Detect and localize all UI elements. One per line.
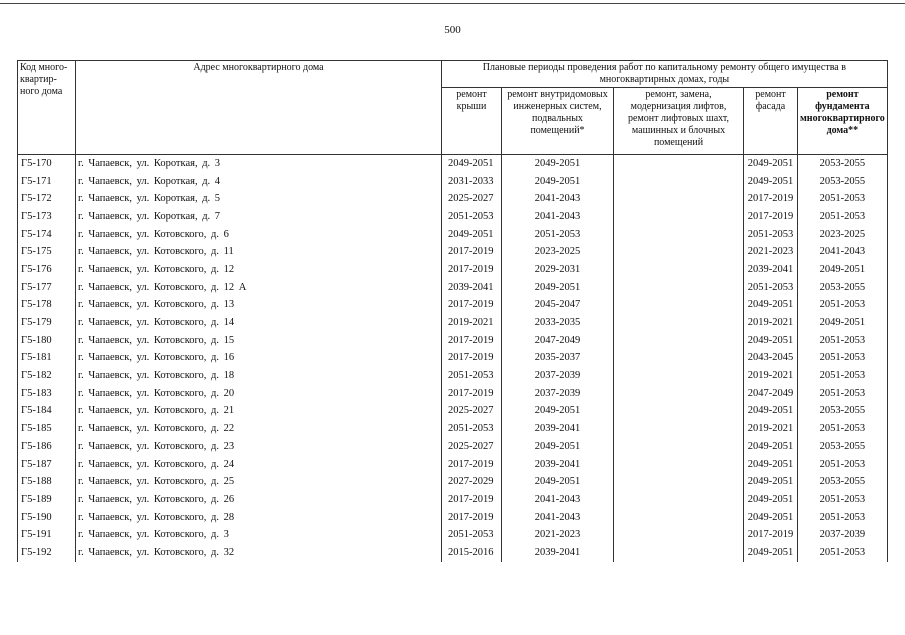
cell-code: Г5-172 xyxy=(18,190,76,208)
cell-facade: 2019-2021 xyxy=(744,314,798,332)
cell-roof: 2051-2053 xyxy=(442,526,502,544)
cell-code: Г5-180 xyxy=(18,332,76,350)
cell-code: Г5-174 xyxy=(18,226,76,244)
cell-roof: 2017-2019 xyxy=(442,509,502,527)
cell-foundation: 2053-2055 xyxy=(798,279,888,297)
cell-foundation: 2053-2055 xyxy=(798,403,888,421)
cell-address: г. Чапаевск, ул. Короткая, д. 4 xyxy=(76,173,442,191)
cell-roof: 2017-2019 xyxy=(442,350,502,368)
cell-foundation: 2051-2053 xyxy=(798,332,888,350)
cell-roof: 2049-2051 xyxy=(442,226,502,244)
cell-lifts xyxy=(614,350,744,368)
cell-foundation: 2051-2053 xyxy=(798,544,888,562)
table-body xyxy=(18,155,888,562)
cell-lifts xyxy=(614,456,744,474)
cell-code: Г5-187 xyxy=(18,456,76,474)
capital-repair-table xyxy=(17,60,888,562)
cell-engineering: 2037-2039 xyxy=(502,367,614,385)
table-row xyxy=(18,420,888,438)
cell-facade: 2039-2041 xyxy=(744,261,798,279)
cell-facade: 2051-2053 xyxy=(744,279,798,297)
cell-address: г. Чапаевск, ул. Котовского, д. 18 xyxy=(76,367,442,385)
table-row xyxy=(18,367,888,385)
cell-engineering: 2033-2035 xyxy=(502,314,614,332)
cell-address: г. Чапаевск, ул. Котовского, д. 16 xyxy=(76,350,442,368)
page-number: 500 xyxy=(444,24,461,36)
cell-facade: 2049-2051 xyxy=(744,491,798,509)
cell-engineering: 2049-2051 xyxy=(502,473,614,491)
cell-lifts xyxy=(614,208,744,226)
cell-roof: 2017-2019 xyxy=(442,456,502,474)
cell-foundation: 2051-2053 xyxy=(798,509,888,527)
cell-address: г. Чапаевск, ул. Котовского, д. 32 xyxy=(76,544,442,562)
cell-lifts xyxy=(614,261,744,279)
table-row xyxy=(18,155,888,173)
cell-lifts xyxy=(614,509,744,527)
cell-engineering: 2049-2051 xyxy=(502,155,614,173)
cell-code: Г5-192 xyxy=(18,544,76,562)
table-row xyxy=(18,243,888,261)
cell-foundation: 2053-2055 xyxy=(798,473,888,491)
cell-foundation: 2051-2053 xyxy=(798,367,888,385)
cell-foundation: 2051-2053 xyxy=(798,456,888,474)
cell-address: г. Чапаевск, ул. Котовского, д. 12 xyxy=(76,261,442,279)
cell-roof: 2017-2019 xyxy=(442,332,502,350)
cell-code: Г5-185 xyxy=(18,420,76,438)
cell-lifts xyxy=(614,403,744,421)
cell-code: Г5-170 xyxy=(18,155,76,173)
cell-code: Г5-176 xyxy=(18,261,76,279)
cell-address: г. Чапаевск, ул. Котовского, д. 12 А xyxy=(76,279,442,297)
cell-engineering: 2041-2043 xyxy=(502,491,614,509)
cell-address: г. Чапаевск, ул. Котовского, д. 14 xyxy=(76,314,442,332)
cell-lifts xyxy=(614,243,744,261)
cell-lifts xyxy=(614,190,744,208)
table-row xyxy=(18,544,888,562)
cell-lifts xyxy=(614,332,744,350)
cell-address: г. Чапаевск, ул. Котовского, д. 11 xyxy=(76,243,442,261)
cell-facade: 2021-2023 xyxy=(744,243,798,261)
table-row xyxy=(18,438,888,456)
table-row xyxy=(18,403,888,421)
cell-address: г. Чапаевск, ул. Котовского, д. 25 xyxy=(76,473,442,491)
cell-code: Г5-171 xyxy=(18,173,76,191)
cell-roof: 2051-2053 xyxy=(442,367,502,385)
header-foundation xyxy=(798,88,888,155)
cell-engineering: 2047-2049 xyxy=(502,332,614,350)
cell-roof: 2025-2027 xyxy=(442,403,502,421)
cell-lifts xyxy=(614,226,744,244)
cell-code: Г5-181 xyxy=(18,350,76,368)
cell-code: Г5-190 xyxy=(18,509,76,527)
cell-roof: 2017-2019 xyxy=(442,243,502,261)
cell-engineering: 2051-2053 xyxy=(502,226,614,244)
table-row xyxy=(18,385,888,403)
cell-foundation: 2051-2053 xyxy=(798,350,888,368)
cell-engineering: 2039-2041 xyxy=(502,456,614,474)
cell-code: Г5-177 xyxy=(18,279,76,297)
table-row xyxy=(18,332,888,350)
cell-address: г. Чапаевск, ул. Котовского, д. 26 xyxy=(76,491,442,509)
cell-roof: 2015-2016 xyxy=(442,544,502,562)
header-engineering: ремонт внутридомовых инженерных систем, подвальных помещений* xyxy=(502,88,614,155)
cell-roof: 2017-2019 xyxy=(442,491,502,509)
cell-lifts xyxy=(614,314,744,332)
cell-foundation: 2051-2053 xyxy=(798,297,888,315)
table-row xyxy=(18,208,888,226)
cell-engineering: 2035-2037 xyxy=(502,350,614,368)
header-lifts: ремонт, замена, модернизация лифтов, ремонт лифтовых шахт, машинных и блочных помещений xyxy=(614,88,744,155)
cell-roof: 2017-2019 xyxy=(442,261,502,279)
cell-foundation: 2049-2051 xyxy=(798,261,888,279)
cell-engineering: 2037-2039 xyxy=(502,385,614,403)
cell-address: г. Чапаевск, ул. Короткая, д. 3 xyxy=(76,155,442,173)
table-row xyxy=(18,173,888,191)
table-row xyxy=(18,491,888,509)
cell-foundation: 2053-2055 xyxy=(798,155,888,173)
cell-facade: 2017-2019 xyxy=(744,526,798,544)
table-header xyxy=(18,61,888,155)
table-row xyxy=(18,350,888,368)
cell-engineering: 2041-2043 xyxy=(502,509,614,527)
cell-lifts xyxy=(614,155,744,173)
cell-roof: 2025-2027 xyxy=(442,190,502,208)
cell-engineering: 2049-2051 xyxy=(502,438,614,456)
header-periods-group: Плановые периоды проведения работ по капитальному ремонту общего имущества в многоквартирных домах, годы xyxy=(442,61,888,88)
cell-address: г. Чапаевск, ул. Котовского, д. 20 xyxy=(76,385,442,403)
cell-engineering: 2045-2047 xyxy=(502,297,614,315)
cell-facade: 2049-2051 xyxy=(744,438,798,456)
cell-roof: 2017-2019 xyxy=(442,297,502,315)
cell-code: Г5-188 xyxy=(18,473,76,491)
cell-roof: 2031-2033 xyxy=(442,173,502,191)
cell-facade: 2049-2051 xyxy=(744,155,798,173)
cell-address: г. Чапаевск, ул. Короткая, д. 5 xyxy=(76,190,442,208)
cell-address: г. Чапаевск, ул. Котовского, д. 13 xyxy=(76,297,442,315)
table-row xyxy=(18,526,888,544)
cell-address: г. Чапаевск, ул. Котовского, д. 22 xyxy=(76,420,442,438)
top-rule xyxy=(0,3,905,4)
cell-lifts xyxy=(614,438,744,456)
cell-foundation: 2053-2055 xyxy=(798,438,888,456)
cell-foundation: 2051-2053 xyxy=(798,208,888,226)
cell-facade: 2043-2045 xyxy=(744,350,798,368)
cell-code: Г5-175 xyxy=(18,243,76,261)
table-row xyxy=(18,456,888,474)
cell-code: Г5-173 xyxy=(18,208,76,226)
cell-facade: 2049-2051 xyxy=(744,509,798,527)
table-row xyxy=(18,314,888,332)
cell-facade: 2049-2051 xyxy=(744,297,798,315)
table-row xyxy=(18,509,888,527)
cell-address: г. Чапаевск, ул. Котовского, д. 3 xyxy=(76,526,442,544)
cell-code: Г5-184 xyxy=(18,403,76,421)
cell-engineering: 2049-2051 xyxy=(502,403,614,421)
cell-address: г. Чапаевск, ул. Котовского, д. 23 xyxy=(76,438,442,456)
header-code: Код много-квартир-ного дома xyxy=(18,61,76,155)
cell-roof: 2027-2029 xyxy=(442,473,502,491)
cell-facade: 2049-2051 xyxy=(744,173,798,191)
header-facade: ремонт фасада xyxy=(744,88,798,155)
cell-foundation: 2051-2053 xyxy=(798,420,888,438)
cell-lifts xyxy=(614,526,744,544)
cell-roof: 2025-2027 xyxy=(442,438,502,456)
cell-foundation: 2023-2025 xyxy=(798,226,888,244)
cell-facade: 2017-2019 xyxy=(744,190,798,208)
cell-code: Г5-178 xyxy=(18,297,76,315)
cell-facade: 2049-2051 xyxy=(744,403,798,421)
cell-roof: 2039-2041 xyxy=(442,279,502,297)
header-foundation-label: ремонт фундамента многоквартирного дома** xyxy=(800,89,885,136)
table-row xyxy=(18,226,888,244)
cell-roof: 2051-2053 xyxy=(442,208,502,226)
cell-code: Г5-189 xyxy=(18,491,76,509)
table-row xyxy=(18,261,888,279)
cell-lifts xyxy=(614,544,744,562)
cell-facade: 2019-2021 xyxy=(744,367,798,385)
cell-code: Г5-191 xyxy=(18,526,76,544)
cell-lifts xyxy=(614,173,744,191)
cell-engineering: 2049-2051 xyxy=(502,173,614,191)
cell-lifts xyxy=(614,385,744,403)
cell-lifts xyxy=(614,420,744,438)
cell-code: Г5-182 xyxy=(18,367,76,385)
cell-facade: 2049-2051 xyxy=(744,473,798,491)
cell-engineering: 2039-2041 xyxy=(502,544,614,562)
cell-facade: 2019-2021 xyxy=(744,420,798,438)
cell-lifts xyxy=(614,491,744,509)
cell-facade: 2049-2051 xyxy=(744,456,798,474)
cell-foundation: 2049-2051 xyxy=(798,314,888,332)
table-row xyxy=(18,279,888,297)
cell-roof: 2049-2051 xyxy=(442,155,502,173)
cell-foundation: 2041-2043 xyxy=(798,243,888,261)
cell-facade: 2047-2049 xyxy=(744,385,798,403)
cell-foundation: 2051-2053 xyxy=(798,190,888,208)
cell-facade: 2049-2051 xyxy=(744,544,798,562)
header-roof: ремонт крыши xyxy=(442,88,502,155)
cell-address: г. Чапаевск, ул. Котовского, д. 24 xyxy=(76,456,442,474)
cell-address: г. Чапаевск, ул. Короткая, д. 7 xyxy=(76,208,442,226)
cell-code: Г5-183 xyxy=(18,385,76,403)
cell-address: г. Чапаевск, ул. Котовского, д. 21 xyxy=(76,403,442,421)
cell-engineering: 2039-2041 xyxy=(502,420,614,438)
cell-lifts xyxy=(614,279,744,297)
cell-foundation: 2037-2039 xyxy=(798,526,888,544)
cell-facade: 2049-2051 xyxy=(744,332,798,350)
table-row xyxy=(18,473,888,491)
cell-code: Г5-186 xyxy=(18,438,76,456)
cell-lifts xyxy=(614,297,744,315)
cell-lifts xyxy=(614,473,744,491)
cell-lifts xyxy=(614,367,744,385)
cell-roof: 2019-2021 xyxy=(442,314,502,332)
cell-engineering: 2041-2043 xyxy=(502,190,614,208)
cell-address: г. Чапаевск, ул. Котовского, д. 15 xyxy=(76,332,442,350)
cell-engineering: 2029-2031 xyxy=(502,261,614,279)
cell-roof: 2051-2053 xyxy=(442,420,502,438)
cell-facade: 2017-2019 xyxy=(744,208,798,226)
cell-address: г. Чапаевск, ул. Котовского, д. 6 xyxy=(76,226,442,244)
table-row xyxy=(18,297,888,315)
cell-roof: 2017-2019 xyxy=(442,385,502,403)
header-address: Адрес многоквартирного дома xyxy=(76,61,442,155)
cell-code: Г5-179 xyxy=(18,314,76,332)
cell-foundation: 2051-2053 xyxy=(798,491,888,509)
cell-foundation: 2053-2055 xyxy=(798,173,888,191)
cell-facade: 2051-2053 xyxy=(744,226,798,244)
table-row xyxy=(18,190,888,208)
cell-foundation: 2051-2053 xyxy=(798,385,888,403)
cell-engineering: 2023-2025 xyxy=(502,243,614,261)
cell-engineering: 2041-2043 xyxy=(502,208,614,226)
cell-engineering: 2021-2023 xyxy=(502,526,614,544)
cell-address: г. Чапаевск, ул. Котовского, д. 28 xyxy=(76,509,442,527)
cell-engineering: 2049-2051 xyxy=(502,279,614,297)
